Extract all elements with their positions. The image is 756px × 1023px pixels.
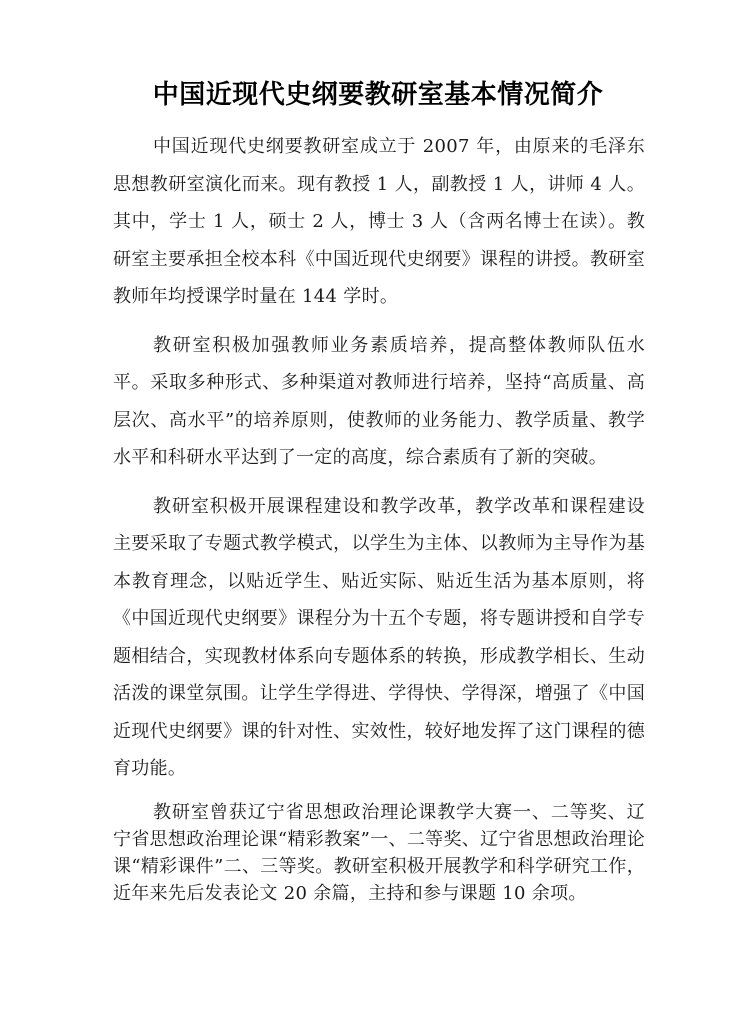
paragraph-founding: 中国近现代史纲要教研室成立于 2007 年，由原来的毛泽东思想教研室演化而来。现有教授 1 人，副教授 1 人，讲师 4 人。其中，学士 1 人，硕士 2 人，博士 3 人（含两名博士在读）。教研室主要承担全校本科《中国近现代史纲要》课程的讲授。教研室教师年均授课学时量在 144 学时。	[113, 136, 645, 307]
document-title: 中国近现代史纲要教研室基本情况简介	[152, 80, 604, 110]
paragraph-course-reform: 教研室积极开展课程建设和教学改革，教学改革和课程建设主要采取了专题式教学模式，以学生为主体、以教师为主导作为基本教育理念，以贴近学生、贴近实际、贴近生活为基本原则，将《中国近现代史纲要》课程分为十五个专题，将专题讲授和自学专题相结合，实现教材体系向专题体系的转换，形成教学相长、生动活泼的课堂氛围。让学生学得进、学得快、学得深，增强了《中国近现代史纲要》课的针对性、实效性，较好地发挥了这门课程的德育功能。	[113, 495, 645, 779]
paragraph-teacher-training: 教研室积极加强教师业务素质培养，提高整体教师队伍水平。采取多种形式、多种渠道对教师进行培养，坚持“高质量、高层次、高水平”的培养原则，使教师的业务能力、教学质量、教学水平和科研水平达到了一定的高度，综合素质有了新的突破。	[113, 334, 645, 468]
document-body	[113, 128, 645, 907]
paragraph-awards: 教研室曾获辽宁省思想政治理论课教学大赛一、二等奖、辽宁省思想政治理论课“精彩教案”一、二等奖、辽宁省思想政治理论课“精彩课件”二、三等奖。教研室积极开展教学和科学研究工作，近年来先后发表论文 20 余篇，主持和参与课题 10 余项。	[113, 801, 645, 904]
